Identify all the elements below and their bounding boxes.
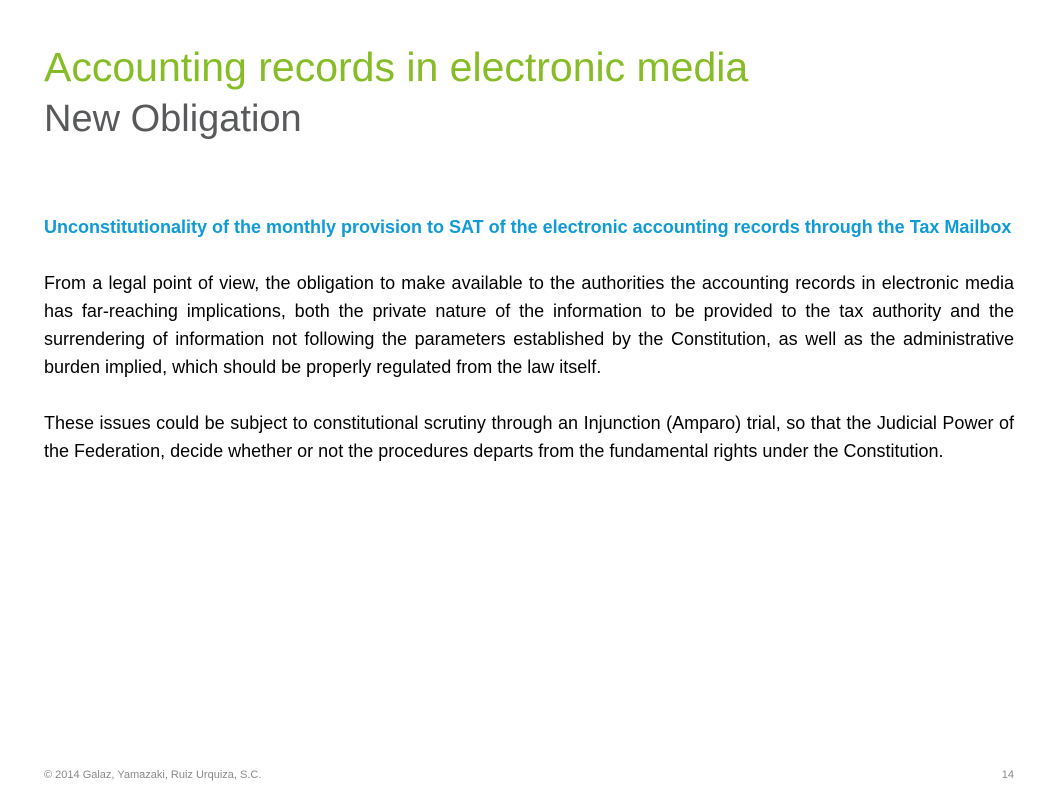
body-paragraph-1: From a legal point of view, the obligation to make available to the authorities the accounting records in electronic media has far-reaching implications, both the private nature of the information to be provided to the tax authority and the surrendering of information not following the parameters established by the Constitution, as well as the administrative burden implied, which should be properly regulated from the law itself. [44, 273, 1014, 377]
slide-body [44, 213, 1014, 493]
page-number: 14 [1001, 769, 1014, 781]
footer-copyright: © 2014 Galaz, Yamazaki, Ruiz Urquiza, S.C. [44, 769, 262, 781]
section-heading: Unconstitutionality of the monthly provision to SAT of the electronic accounting records through the Tax Mailbox [44, 217, 1012, 237]
slide-subtitle: New Obligation [44, 98, 302, 140]
slide-title: Accounting records in electronic media [44, 44, 749, 90]
body-paragraph-2: These issues could be subject to constitutional scrutiny through an Injunction (Amparo) trial, so that the Judicial Power of the Federation, decide whether or not the procedures departs from the fundamental rights under the Constitution. [44, 413, 1014, 461]
